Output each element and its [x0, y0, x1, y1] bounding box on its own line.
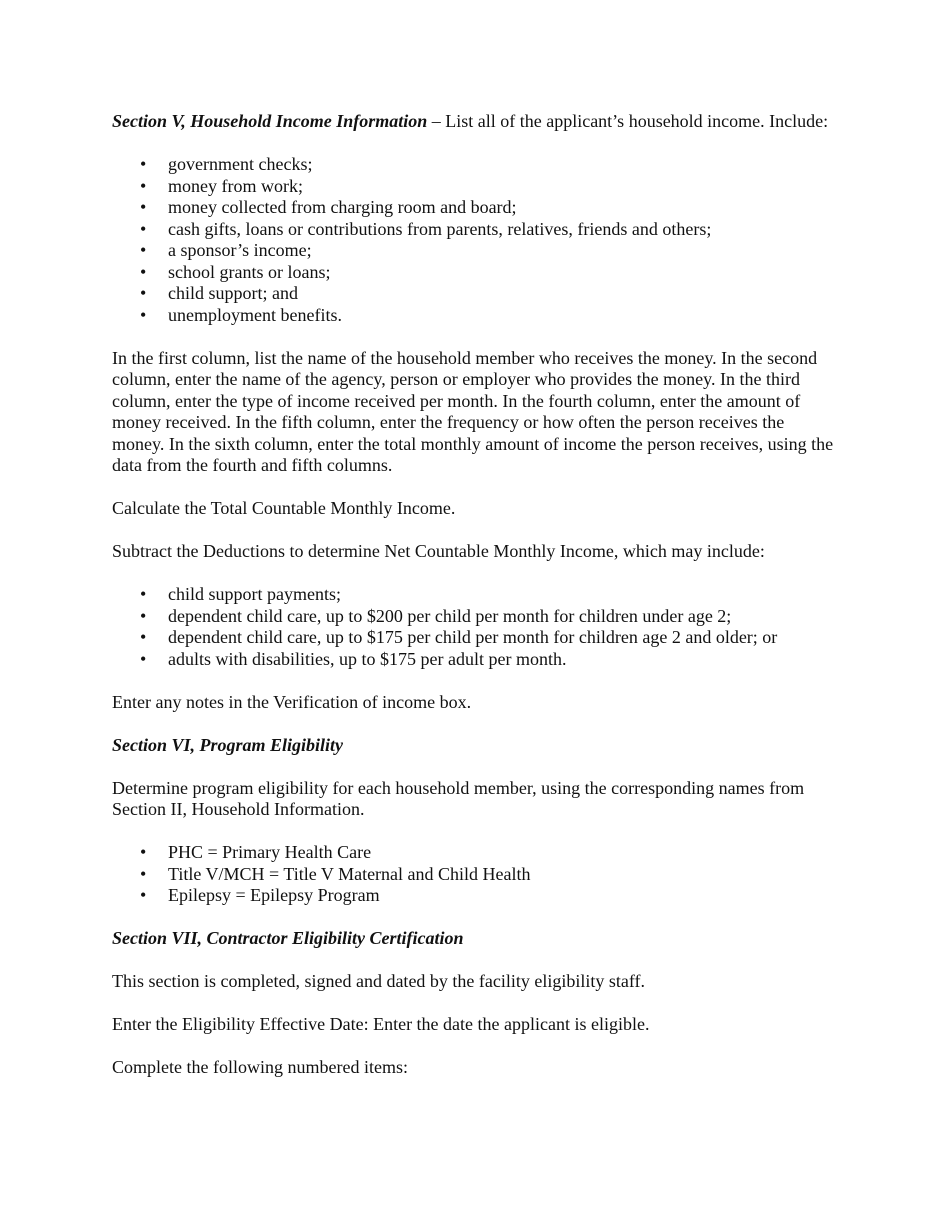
bullet-icon: • — [140, 283, 147, 303]
list-item: • cash gifts, loans or contributions from parents, relatives, friends and others; — [140, 218, 712, 239]
bullet-icon: • — [140, 863, 147, 884]
list-item: • PHC = Primary Health Care — [140, 842, 372, 862]
section-vi-heading: Section VI, Program Eligibility — [112, 734, 344, 755]
bullet-icon: • — [140, 261, 147, 282]
bullet-icon: • — [140, 175, 147, 196]
bullet-icon: • — [140, 197, 147, 217]
notes-paragraph: Enter any notes in the Verification of income box. — [112, 691, 472, 712]
list-item: • adults with disabilities, up to $175 per adult per month. — [140, 648, 567, 669]
section-vii-heading: Section VII, Contractor Eligibility Certification — [112, 928, 464, 948]
list-item: • Epilepsy = Epilepsy Program — [140, 885, 380, 905]
section-vii-effective-date: Enter the Eligibility Effective Date: Enter the date the applicant is eligible. — [112, 1014, 650, 1034]
deductions-paragraph: Subtract the Deductions to determine Net Countable Monthly Income, which may include: — [112, 541, 765, 561]
bullet-icon: • — [140, 842, 147, 862]
list-item: • child support payments; — [140, 584, 341, 604]
section-vii-completed: This section is completed, signed and dated by the facility eligibility staff. — [112, 971, 646, 991]
columns-paragraph: In the first column, list the name of the household member who receives the money. In the second column, enter the name of the agency, person or employer who provides the money. In the third column, enter the type of income received per month. In the fourth column, enter the amount of money received. In the fifth column, enter the frequency or how often the person receives the money. In the sixth column, enter the total monthly amount of income the person receives, using the data from the fourth and fifth columns. — [112, 347, 834, 475]
list-item: • money from work; — [140, 175, 303, 196]
document-body — [112, 111, 837, 1100]
section-v-heading: Section V, Household Income Information — [112, 111, 428, 131]
list-item: • dependent child care, up to $175 per child per month for children age 2 and older; or — [140, 627, 778, 647]
bullet-icon: • — [140, 154, 147, 174]
bullet-icon: • — [140, 304, 147, 325]
list-item: • Title V/MCH = Title V Maternal and Child Health — [140, 863, 531, 884]
list-item: • school grants or loans; — [140, 261, 331, 282]
list-item: • dependent child care, up to $200 per child per month for children under age 2; — [140, 605, 732, 626]
income-include-list — [112, 154, 837, 326]
bullet-icon: • — [140, 218, 147, 239]
programs-list — [112, 842, 837, 907]
list-item: • government checks; — [140, 154, 313, 174]
bullet-icon: • — [140, 605, 147, 626]
bullet-icon: • — [140, 240, 147, 260]
deductions-list — [112, 584, 837, 670]
section-v-intro-text: – List all of the applicant’s household income. Include: — [427, 111, 829, 131]
list-item: • child support; and — [140, 283, 298, 303]
calculate-paragraph: Calculate the Total Countable Monthly Income. — [112, 498, 456, 518]
list-item: • money collected from charging room and board; — [140, 197, 517, 217]
section-v-intro — [112, 111, 837, 133]
bullet-icon: • — [140, 885, 147, 905]
section-vi-intro: Determine program eligibility for each household member, using the corresponding names from Section II, Household Information. — [112, 777, 805, 819]
list-item: • unemployment benefits. — [140, 304, 342, 325]
bullet-icon: • — [140, 584, 147, 604]
bullet-icon: • — [140, 627, 147, 647]
bullet-icon: • — [140, 648, 147, 669]
section-vii-numbered-items: Complete the following numbered items: — [112, 1057, 408, 1077]
list-item: • a sponsor’s income; — [140, 240, 312, 260]
